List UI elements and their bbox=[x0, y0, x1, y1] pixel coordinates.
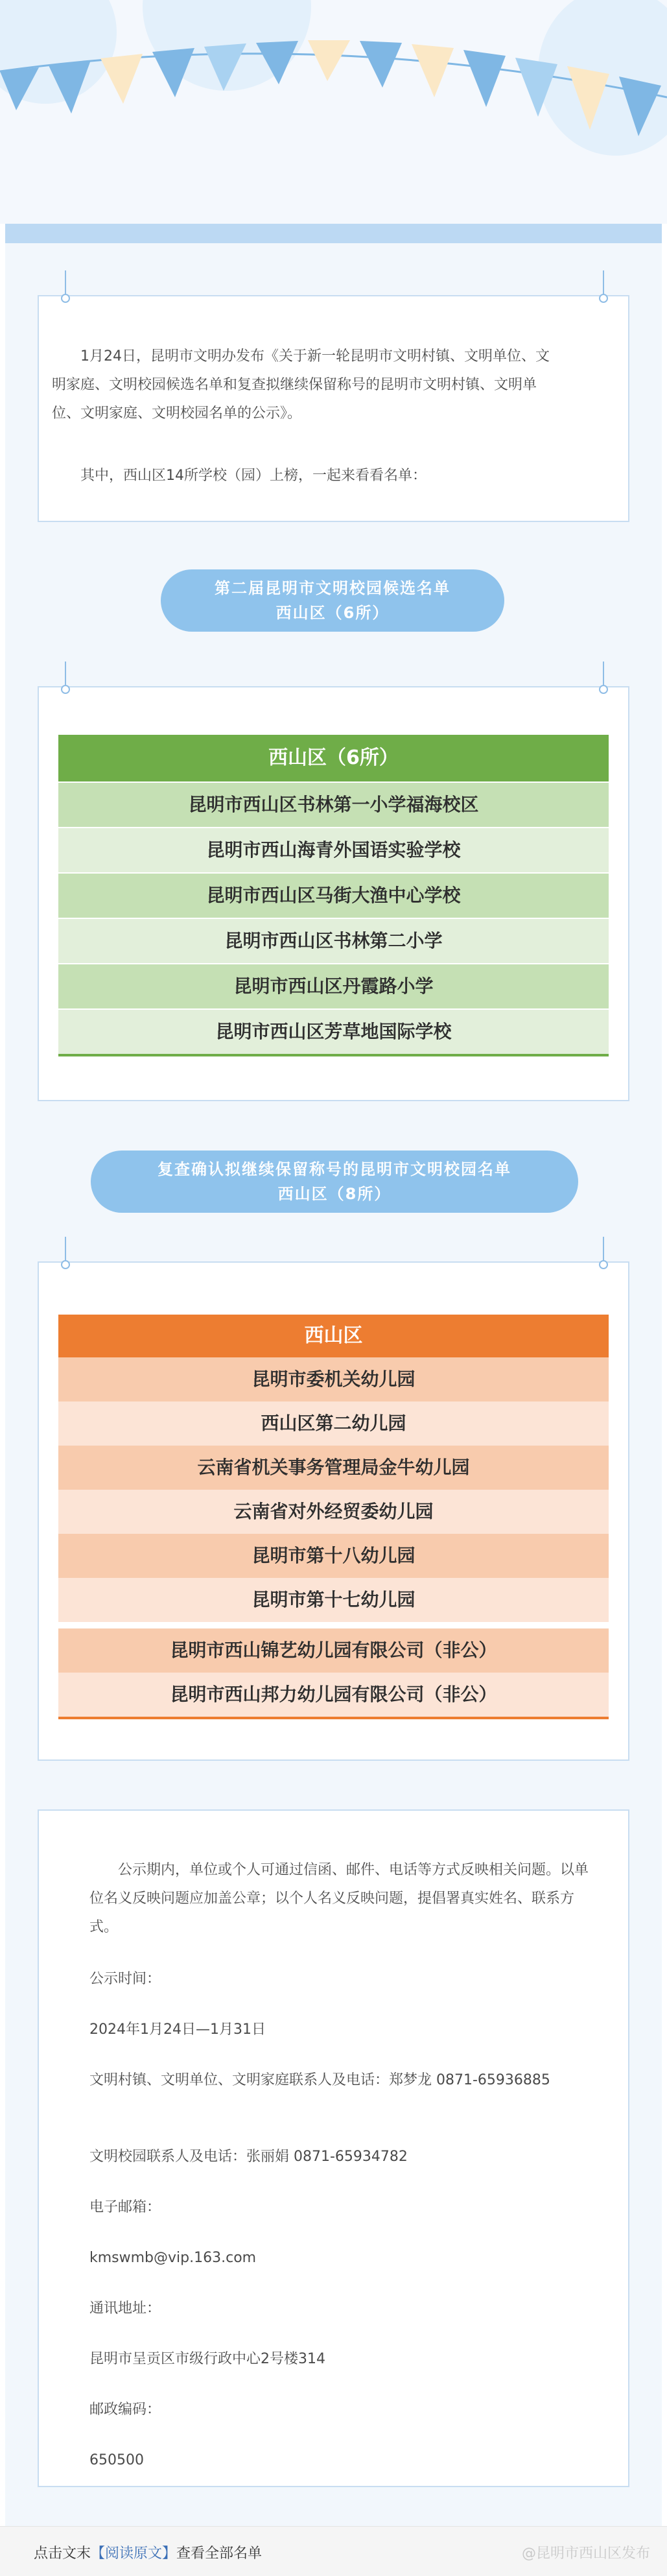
table-row: 昆明市西山区书林第一小学福海校区 bbox=[58, 783, 609, 828]
notice-period-label: 公示时间： bbox=[89, 1971, 161, 1987]
notice-address-label: 通讯地址： bbox=[89, 2300, 161, 2317]
table-row: 昆明市西山锦艺幼儿园有限公司（非公） bbox=[58, 1628, 609, 1673]
hook-ring bbox=[61, 1260, 70, 1269]
table-row: 昆明市西山区书林第二小学 bbox=[58, 919, 609, 964]
read-original-link[interactable]: 【阅读原文】 bbox=[91, 2546, 177, 2562]
notice-address-value: 昆明市呈贡区市级行政中心2号楼314 bbox=[89, 2351, 325, 2367]
hook-ring bbox=[599, 685, 608, 694]
section2-table bbox=[58, 1315, 609, 1719]
table-row: 昆明市第十八幼儿园 bbox=[58, 1534, 609, 1578]
footer-prefix: 点击文末 bbox=[34, 2546, 91, 2562]
notice-contact-1: 文明村镇、文明单位、文明家庭联系人及电话：郑梦龙 0871-65936885 bbox=[89, 2072, 550, 2088]
table-row: 昆明市西山海青外国语实验学校 bbox=[58, 828, 609, 874]
section1-title bbox=[161, 569, 504, 632]
table-row: 昆明市西山区丹霞路小学 bbox=[58, 964, 609, 1010]
table-bottom-border bbox=[58, 1717, 609, 1719]
table-row: 云南省机关事务管理局金牛幼儿园 bbox=[58, 1446, 609, 1490]
notice-paragraph: 公示期内，单位或个人可通过信函、邮件、电话等方式反映相关问题。以单位名义反映问题应加盖公章；以个人名义反映问题，提倡署真实姓名、联系方式。 bbox=[89, 1862, 589, 1935]
table-row: 昆明市西山区马街大渔中心学校 bbox=[58, 874, 609, 919]
hook-ring bbox=[61, 294, 70, 303]
table-header: 西山区 bbox=[58, 1315, 609, 1357]
footer-suffix: 查看全部名单 bbox=[176, 2546, 263, 2562]
intro-paragraph-1: 1月24日，昆明市文明办发布《关于新一轮昆明市文明村镇、文明单位、文明家庭、文明校园候选名单和复查拟继续保留称号的昆明市文明村镇、文明单位、文明家庭、文明校园名单的公示》。 bbox=[52, 348, 550, 422]
hook-ring bbox=[599, 294, 608, 303]
table-row: 昆明市委机关幼儿园 bbox=[58, 1357, 609, 1401]
section1-title-line2: 西山区（6所） bbox=[275, 604, 390, 622]
notice-contact-2: 文明校园联系人及电话：张丽娟 0871-65934782 bbox=[89, 2149, 408, 2165]
bunting-flags-icon bbox=[0, 0, 667, 224]
table-gap bbox=[58, 1622, 609, 1628]
table-row: 云南省对外经贸委幼儿园 bbox=[58, 1490, 609, 1534]
intro-paragraph-2: 其中，西山区14所学校（园）上榜，一起来看看名单： bbox=[80, 468, 427, 484]
notice-postcode-label: 邮政编码： bbox=[89, 2402, 161, 2418]
header-divider-strip bbox=[5, 224, 662, 243]
section1-title-line1: 第二届昆明市文明校园候选名单 bbox=[215, 579, 451, 597]
header-banner bbox=[0, 0, 667, 224]
table-bottom-border bbox=[58, 1054, 609, 1056]
notice-email-value[interactable]: kmswmb@vip.163.com bbox=[89, 2250, 257, 2266]
notice-email-label: 电子邮箱： bbox=[89, 2199, 161, 2215]
table-row: 西山区第二幼儿园 bbox=[58, 1401, 609, 1446]
notice-postcode-value: 650500 bbox=[89, 2452, 144, 2468]
hook-ring bbox=[599, 1260, 608, 1269]
table-header: 西山区（6所） bbox=[58, 735, 609, 783]
table-row: 昆明市西山区芳草地国际学校 bbox=[58, 1010, 609, 1054]
section2-title bbox=[91, 1151, 578, 1213]
table-row: 昆明市第十七幼儿园 bbox=[58, 1578, 609, 1622]
section2-title-line2: 西山区（8所） bbox=[277, 1185, 392, 1203]
notice-period-value: 2024年1月24日—1月31日 bbox=[89, 2021, 266, 2038]
hook-ring bbox=[61, 685, 70, 694]
table-row: 昆明市西山邦力幼儿园有限公司（非公） bbox=[58, 1673, 609, 1717]
section1-table bbox=[58, 735, 609, 1056]
watermark-text: @昆明市西山区发布 bbox=[521, 2546, 650, 2562]
section2-title-line1: 复查确认拟继续保留称号的昆明市文明校园名单 bbox=[158, 1160, 511, 1178]
footer-read-more bbox=[34, 2542, 262, 2562]
